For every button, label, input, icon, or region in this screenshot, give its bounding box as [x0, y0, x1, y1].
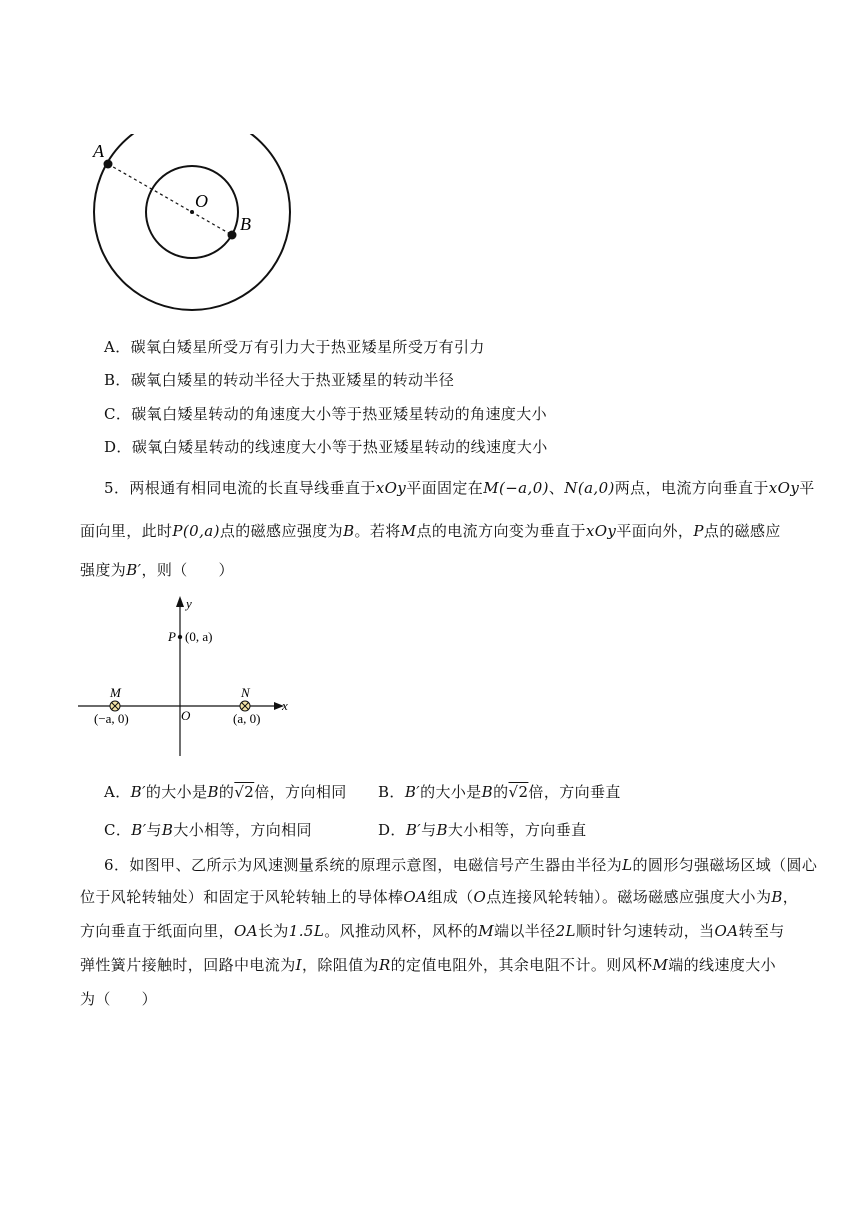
q6-stem-line3: 方向垂直于纸面向里，OA长为1.5L。风推动风杯，风杯的M端以半径2L顺时针匀速转动，当OA转至与 [80, 922, 785, 940]
binary-star-figure [84, 134, 299, 319]
q5-option-c: C．B′与B大小相等，方向相同 [104, 821, 312, 839]
sqrt2: √2 [508, 783, 529, 801]
label-o: O [181, 708, 191, 723]
y-axis-arrow [176, 596, 184, 607]
wire-axes-figure [78, 592, 298, 760]
q5-option-d: D．B′与B大小相等，方向垂直 [378, 821, 587, 839]
label-m: M [110, 685, 121, 700]
wire-n-into-page-icon [240, 701, 250, 711]
q6-stem-line4: 弹性簧片接触时，回路中电流为I，除阻值为R的定值电阻外，其余电阻不计。则风杯M端的线速度大小 [80, 956, 777, 974]
sqrt2: √2 [234, 783, 255, 801]
label-m-coord: (−a, 0) [94, 711, 129, 726]
connecting-dashed-line [108, 164, 232, 235]
q6-stem-line2: 位于风轮转轴处）和固定于风轮转轴上的导体棒OA组成（O点连接风轮转轴）。磁场磁感应强度大小为B， [80, 888, 799, 906]
label-b: B [240, 214, 251, 234]
q5-option-a: A．B′的大小是B的√2倍，方向相同 [104, 783, 347, 801]
outer-orbit [94, 134, 290, 310]
wire-m-into-page-icon [110, 701, 120, 711]
label-n: N [241, 685, 250, 700]
star-b-dot [228, 231, 237, 240]
point-p [178, 635, 182, 639]
label-p-coord: (0, a) [185, 629, 213, 644]
label-p: P [168, 629, 176, 644]
q4-option-d: D．碳氧白矮星转动的线速度大小等于热亚矮星转动的线速度大小 [104, 438, 548, 456]
star-a-dot [104, 160, 113, 169]
q5-stem-line3: 强度为B′，则（ ） [80, 561, 234, 579]
q5-stem-line2: 面向里，此时P(0,a)点的磁感应强度为B。若将M点的电流方向变为垂直于xOy平面向外，P点的磁感应 [80, 522, 781, 540]
axis-label-x: x [282, 698, 288, 713]
q6-stem-line5: 为（ ） [80, 990, 158, 1008]
label-n-coord: (a, 0) [233, 711, 261, 726]
q4-option-c: C．碳氧白矮星转动的角速度大小等于热亚矮星转动的角速度大小 [104, 405, 548, 423]
q5-stem-line1: 5．两根通有相同电流的长直导线垂直于xOy平面固定在M(−a,0)、N(a,0)两点，电流方向垂直于xOy平 [104, 479, 815, 497]
q6-stem-line1: 6．如图甲、乙所示为风速测量系统的原理示意图，电磁信号产生器由半径为L的圆形匀强磁场区域（圆心 [104, 856, 818, 874]
axis-label-y: y [186, 596, 192, 611]
center-point [190, 210, 194, 214]
label-o: O [195, 191, 208, 211]
q4-option-b: B．碳氧白矮星的转动半径大于热亚矮星的转动半径 [104, 371, 455, 389]
label-a: A [93, 141, 104, 161]
q5-option-b: B．B′的大小是B的√2倍，方向垂直 [378, 783, 621, 801]
q4-option-a: A．碳氧白矮星所受万有引力大于热亚矮星所受万有引力 [104, 338, 485, 356]
